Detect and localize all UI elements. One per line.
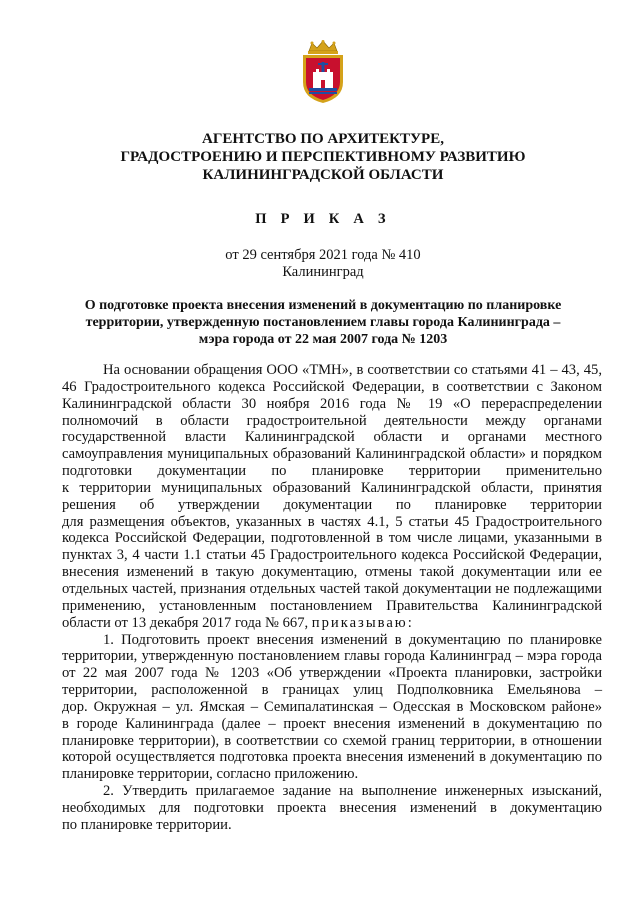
text-line: от 22 мая 2007 года № 1203 «Об утверждении «Проекта планировки, застройки <box>62 665 602 682</box>
text-line: для размещения объектов, указанных в частях 4.1, 5 статьи 45 Градостроительного <box>62 513 602 530</box>
agency-line: ГРАДОСТРОЕНИЮ И ПЕРСПЕКТИВНОМУ РАЗВИТИЮ <box>120 149 526 165</box>
agency-line: КАЛИНИНГРАДСКОЙ ОБЛАСТИ <box>202 167 444 183</box>
text-line: необходимых для подготовки проекта внесения изменений в документацию <box>62 799 602 816</box>
paragraph-main <box>62 362 602 632</box>
coat-of-arms-icon <box>297 40 349 104</box>
text-line: которой осуществляется подготовка проекта внесения изменений в документацию по <box>62 749 602 766</box>
text-line: государственной власти Калининградской области и органами местного <box>62 429 602 446</box>
text-span: области от 13 декабря 2017 года № 667, <box>62 614 312 631</box>
title-line: О подготовке проекта внесения изменений в документацию по планировке <box>84 298 562 313</box>
text-line: отдельных частей, признания отдельных частей такой документации не подлежащими <box>62 580 602 597</box>
order-keyword: приказываю: <box>311 614 414 631</box>
document-type: П Р И К А З <box>255 211 391 227</box>
text-line: самоуправления муниципальных образований Калининградской области» и порядком <box>62 446 602 463</box>
text-line: планировке территории), в соответствии со схемой границ территории, в отношении <box>62 732 602 749</box>
text-line: подготовки документации по планировке территории применительно <box>62 463 602 480</box>
text-line: к территории муниципальных образований Калининградской области, принятия <box>62 479 602 496</box>
text-line: дор. Окружная – ул. Ямская – Семипалатинская – Одесская в Московском районе» <box>62 698 602 715</box>
city: Калининград <box>282 264 364 280</box>
text-line: территории, утвержденную постановлением главы города Калининград – мэра города <box>62 648 602 665</box>
date-number: от 29 сентября 2021 года № 410 <box>225 247 421 263</box>
date-and-place <box>60 247 586 281</box>
text-line: планировке территории, согласно приложению. <box>62 766 359 783</box>
item-1 <box>62 632 602 784</box>
title-line: территории, утвержденную постановлением главы города Калининграда – <box>85 315 561 330</box>
text-line: 46 Градостроительного кодекса Российской Федерации, в соответствии с Законом <box>62 378 602 395</box>
text-line: кодекса Российской Федерации, подготовленной в том числе лицами, указанными в <box>62 530 602 547</box>
agency-line: АГЕНТСТВО ПО АРХИТЕКТУРЕ, <box>202 131 444 147</box>
text-line: 2. Утвердить прилагаемое задание на выполнение инженерных изысканий, <box>103 783 602 800</box>
agency-name <box>60 130 586 184</box>
text-line: решения об утверждении документации по планировке территории <box>62 496 602 513</box>
text-line-last <box>62 615 602 632</box>
text-line: по планировке территории. <box>62 816 232 833</box>
item-2 <box>62 783 602 834</box>
text-line: полномочий в области градостроительной деятельности между органами <box>62 412 602 429</box>
text-line: 1. Подготовить проект внесения изменений в документацию по планировке <box>103 631 602 648</box>
text-line: в городе Калининграда (далее – проект внесения изменений в документацию по <box>62 715 602 732</box>
document-title <box>66 297 580 348</box>
document-body <box>62 362 602 834</box>
text-line: пунктах 3, 4 части 1.1 статьи 45 Градостроительного кодекса Российской Федерации, <box>62 547 602 564</box>
text-line: территории, расположенной в границах улиц Подполковника Емельянова – <box>62 682 602 699</box>
text-line: Калининградской области 30 ноября 2016 года № 19 «О перераспределении <box>62 395 602 412</box>
text-line: На основании обращения ООО «ТМН», в соответствии со статьями 41 – 43, 45, <box>103 362 602 378</box>
text-line: применению, установленным постановлением Правительства Калининградской <box>62 597 602 614</box>
text-line: внесения изменений в такую документацию, отмены такой документации или ее <box>62 564 602 581</box>
title-line: мэра города от 22 мая 2007 года № 1203 <box>198 332 448 347</box>
